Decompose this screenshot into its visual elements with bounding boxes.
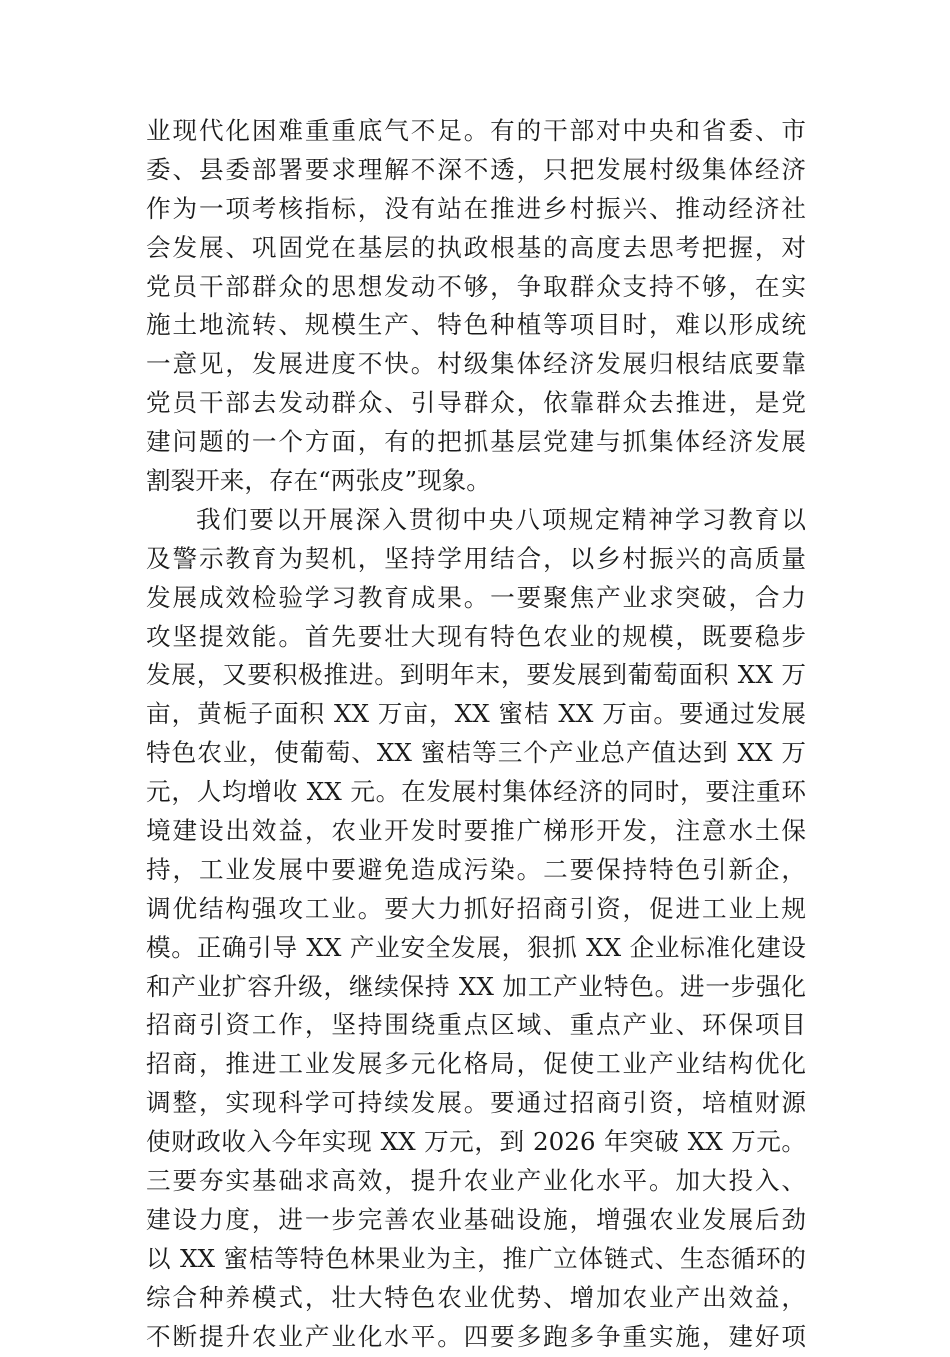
text-line: 亩，黄栀子面积 XX 万亩，XX 蜜桔 XX 万亩。要通过发展 xyxy=(146,699,806,729)
text-line: 施土地流转、规模生产、特色种植等项目时，难以形成统 xyxy=(146,310,806,340)
text-line: 调整，实现科学可持续发展。要通过招商引资，培植财源 xyxy=(146,1088,806,1118)
text-line: 调优结构强攻工业。要大力抓好招商引资，促进工业上规 xyxy=(146,893,806,923)
text-line: 招商引资工作，坚持围绕重点区域、重点产业、环保项目 xyxy=(146,1010,806,1040)
text-line: 招商，推进工业发展多元化格局，促使工业产业结构优化 xyxy=(146,1049,806,1079)
paragraph-1 xyxy=(146,112,806,501)
document-body xyxy=(146,112,806,1357)
text-line: 及警示教育为契机，坚持学用结合，以乡村振兴的高质量 xyxy=(146,543,806,573)
text-line: 委、县委部署要求理解不深不透，只把发展村级集体经济 xyxy=(146,154,806,184)
text-line: 特色农业，使葡萄、XX 蜜桔等三个产业总产值达到 XX 万 xyxy=(146,738,806,768)
text-line: 使财政收入今年实现 XX 万元，到 2026 年突破 XX 万元。 xyxy=(146,1127,806,1157)
paragraph-2 xyxy=(146,501,806,1357)
text-line: 模。正确引导 XX 产业安全发展，狠抓 XX 企业标准化建设 xyxy=(146,932,806,962)
text-line: 会发展、巩固党在基层的执政根基的高度去思考把握，对 xyxy=(146,232,806,262)
text-line: 持，工业发展中要避免造成污染。二要保持特色引新企， xyxy=(146,854,806,884)
text-line: 党员干部去发动群众、引导群众，依靠群众去推进，是党 xyxy=(146,388,806,418)
text-line: 作为一项考核指标，没有站在推进乡村振兴、推动经济社 xyxy=(146,193,806,223)
text-line: 建问题的一个方面，有的把抓基层党建与抓集体经济发展 xyxy=(146,427,806,457)
text-line: 建设力度，进一步完善农业基础设施，增强农业发展后劲 xyxy=(146,1204,806,1234)
text-line: 业现代化困难重重底气不足。有的干部对中央和省委、市 xyxy=(146,116,806,145)
text-line: 三要夯实基础求高效，提升农业产业化水平。加大投入、 xyxy=(146,1166,806,1196)
text-line: 一意见，发展进度不快。村级集体经济发展归根结底要靠 xyxy=(146,349,806,379)
text-line: 攻坚提效能。首先要壮大现有特色农业的规模，既要稳步 xyxy=(146,621,806,651)
text-line: 综合种养模式，壮大特色农业优势、增加农业产出效益， xyxy=(146,1282,806,1312)
text-line: 割裂开来，存在“两张皮”现象。 xyxy=(146,466,491,496)
text-line: 以 XX 蜜桔等特色林果业为主，推广立体链式、生态循环的 xyxy=(146,1243,806,1273)
text-line: 境建设出效益，农业开发时要推广梯形开发，注意水土保 xyxy=(146,816,806,846)
text-line: 和产业扩容升级，继续保持 XX 加工产业特色。进一步强化 xyxy=(146,971,806,1001)
text-line: 发展，又要积极推进。到明年末，要发展到葡萄面积 XX 万 xyxy=(146,660,806,690)
text-line: 我们要以开展深入贯彻中央八项规定精神学习教育以 xyxy=(196,504,806,534)
text-line: 党员干部群众的思想发动不够，争取群众支持不够，在实 xyxy=(146,271,806,301)
text-line: 元，人均增收 XX 元。在发展村集体经济的同时，要注重环 xyxy=(146,777,806,807)
text-line: 不断提升农业产业化水平。四要多跑多争重实施，建好项 xyxy=(146,1321,806,1351)
text-line: 发展成效检验学习教育成果。一要聚焦产业求突破，合力 xyxy=(146,582,806,612)
